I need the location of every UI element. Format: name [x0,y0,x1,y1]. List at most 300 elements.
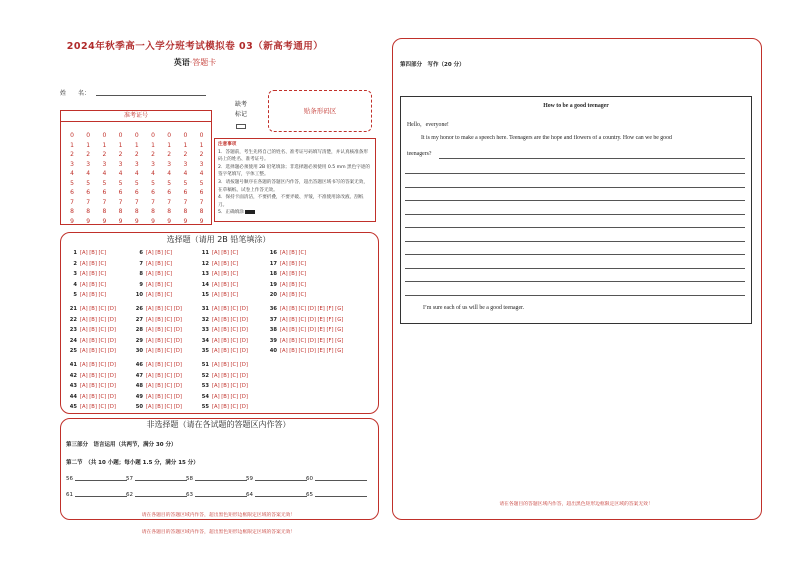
writing-line[interactable] [405,214,745,215]
question-55-options[interactable] [198,404,248,410]
question-number: 48 [135,383,143,390]
ticket-digit[interactable]: 4 [86,170,91,177]
ticket-digit-column[interactable] [178,131,192,226]
option-bubbles[interactable]: [A] [B] [C] [80,250,107,256]
option-bubbles[interactable]: [A] [B] [C] [D] [212,383,248,390]
question-number: 4 [73,281,77,288]
option-bubbles[interactable]: [A] [B] [C] [D] [212,393,248,400]
barcode-area: 贴条形码区 [268,90,372,132]
option-bubbles[interactable]: [A] [B] [C] [D] [146,337,182,344]
question-38-options[interactable] [266,327,343,333]
blank-line[interactable] [75,496,127,497]
question-43-options[interactable] [66,383,116,389]
writing-line[interactable] [405,227,745,228]
ticket-digit[interactable]: 6 [134,189,139,196]
essay-closing: I’m sure each of us will be a good teenager. [423,305,525,311]
ticket-digit[interactable]: 4 [183,170,188,177]
choice-title: 选择题（请用 2B 铅笔填涂） [166,235,271,244]
writing-line[interactable] [405,254,745,255]
option-bubbles[interactable]: [A] [B] [C] [D] [146,327,182,334]
ticket-digit[interactable]: 2 [167,151,172,158]
essay-box[interactable] [400,96,752,324]
option-bubbles[interactable]: [A] [B] [C] [D] [212,306,248,312]
blank-line[interactable] [135,480,187,481]
option-bubbles[interactable]: [A] [B] [C] [D] [146,348,182,355]
question-52-options[interactable] [198,373,248,379]
ticket-digit[interactable]: 5 [151,179,155,187]
blank-answer-57[interactable] [126,476,187,482]
card-type-label: 答题卡 [192,58,217,67]
ticket-digit[interactable]: 0 [118,132,123,139]
question-37-options[interactable] [266,317,343,323]
question-27-options[interactable] [132,317,182,323]
writing-line[interactable] [405,173,745,174]
question-48-options[interactable] [132,383,182,389]
question-36-options[interactable] [266,306,343,312]
ticket-digit[interactable]: 8 [86,208,91,215]
ticket-digit[interactable]: 6 [151,189,155,196]
ticket-digit[interactable]: 7 [102,198,107,206]
option-bubbles[interactable]: [A] [B] [C] [D] [80,372,116,379]
question-29-options[interactable] [132,338,182,344]
ticket-digit[interactable]: 6 [86,189,91,196]
name-label: 姓 名： [60,90,91,97]
option-bubbles[interactable]: [A] [B] [C] [D] [146,362,182,368]
question-42-options[interactable] [66,373,116,379]
question-number: 36 [269,306,277,312]
question-13-options[interactable] [198,271,238,277]
ticket-digit[interactable]: 7 [86,198,91,206]
question-number: 31 [201,306,209,312]
ticket-digit[interactable]: 0 [199,132,204,139]
ticket-digit[interactable]: 4 [118,170,123,177]
ticket-digit[interactable]: 0 [102,132,107,139]
ticket-digit[interactable]: 4 [199,170,204,177]
question-33-options[interactable] [198,327,248,333]
writing-line[interactable] [405,187,745,188]
question-number: 26 [135,306,143,312]
option-bubbles[interactable]: [A] [B] [C] [212,271,239,278]
option-bubbles[interactable]: [A] [B] [C] [D] [212,327,248,334]
ticket-digit[interactable]: 7 [199,198,204,206]
option-bubbles[interactable]: [A] [B] [C] [280,271,307,278]
option-bubbles[interactable]: [A] [B] [C] [D] [80,348,116,355]
blank-line[interactable] [315,480,367,481]
question-21-options[interactable] [66,306,116,312]
absent-label-line2: 标记 [234,111,247,118]
essay-greeting: Hello，everyone! [407,122,449,128]
question-4-options[interactable] [66,282,106,288]
blank-answer-63[interactable] [186,492,247,498]
ticket-digit[interactable]: 9 [86,217,91,225]
question-32-options[interactable] [198,317,248,323]
question-number: 12 [201,260,209,267]
ticket-digit[interactable]: 6 [183,189,188,196]
notice-box [214,138,376,222]
blank-answer-60[interactable] [306,476,367,482]
ticket-digit[interactable]: 0 [86,132,91,139]
ticket-digit[interactable]: 5 [134,179,139,187]
blank-line[interactable] [195,496,247,497]
question-number: 53 [201,383,209,390]
ticket-digit[interactable]: 3 [134,160,139,168]
question-10-options[interactable] [132,292,172,298]
writing-line[interactable] [405,241,745,242]
absent-label-line1: 缺考 [234,101,247,108]
option-bubbles[interactable]: [A] [B] [C] [D] [212,372,248,379]
absent-checkbox[interactable] [236,124,246,129]
question-30-options[interactable] [132,348,182,354]
question-50-options[interactable] [132,404,182,410]
ticket-digit[interactable]: 3 [199,160,204,168]
option-bubbles[interactable]: [A] [B] [C] [212,281,239,288]
ticket-digit[interactable]: 3 [86,160,91,168]
question-number: 7 [139,260,143,267]
ticket-digit[interactable]: 2 [199,151,204,158]
option-bubbles[interactable]: [A] [B] [C] [80,292,107,299]
ticket-digit[interactable]: 0 [70,132,74,139]
blank-number: 57 [126,476,133,482]
ticket-digit-column[interactable] [65,131,79,226]
writing-line[interactable] [405,295,745,296]
ticket-digit-column[interactable] [97,131,111,226]
question-16-options[interactable] [266,250,306,256]
name-field[interactable] [96,95,206,96]
option-bubbles[interactable]: [A] [B] [C] [146,271,173,278]
question-26-options[interactable] [132,306,182,312]
ticket-digit[interactable]: 5 [70,179,74,187]
notice-item: 2．选择题必须使用 2B 铅笔填涂；非选择题必须使用 0.5 mm 黑色字迹的签字笔填写，字体工整。 [218,164,370,178]
blank-answer-65[interactable] [306,492,367,498]
question-number: 5 [73,292,77,299]
question-18-options[interactable] [266,271,306,277]
blank-line[interactable] [195,480,247,481]
question-8-options[interactable] [132,271,172,277]
ticket-digit[interactable]: 8 [70,208,74,215]
ticket-digit[interactable]: 8 [102,208,107,215]
option-bubbles[interactable]: [A] [B] [C] [D] [80,404,116,411]
blank-answer-62[interactable] [126,492,187,498]
option-bubbles[interactable]: [A] [B] [C] [D] [212,316,248,323]
question-9-options[interactable] [132,282,172,288]
option-bubbles[interactable]: [A] [B] [C] [80,281,107,288]
option-bubbles[interactable]: [A] [B] [C] [D] [E] [F] [G] [280,316,344,323]
ticket-digit[interactable]: 9 [199,217,204,225]
ticket-digit[interactable]: 6 [199,189,204,196]
question-46-options[interactable] [132,362,182,368]
ticket-digit-column[interactable] [162,131,176,226]
question-number: 52 [201,372,209,379]
writing-line[interactable] [405,281,745,282]
question-number: 17 [269,260,277,267]
card-subtitle [0,57,390,68]
ticket-digit[interactable]: 9 [183,217,188,225]
question-number: 32 [201,316,209,323]
ticket-digit[interactable]: 9 [167,217,172,225]
option-bubbles[interactable]: [A] [B] [C] [D] [E] [F] [G] [280,306,344,312]
ticket-digit[interactable]: 8 [167,208,172,215]
ticket-digit[interactable]: 6 [118,189,123,196]
ticket-digit[interactable]: 7 [183,198,188,206]
ticket-digit[interactable]: 7 [167,198,172,206]
ticket-digit[interactable]: 2 [102,151,107,158]
option-bubbles[interactable]: [A] [B] [C] [212,292,239,299]
notice-item: 4．保持卡面清洁，不要折叠，不要弄破、弄皱，不准使用涂改液、刮纸刀。 [218,195,364,208]
ticket-digit[interactable]: 6 [102,189,107,196]
question-39-options[interactable] [266,338,343,344]
blank-number: 62 [126,492,133,498]
ticket-digit[interactable]: 9 [151,217,155,225]
option-bubbles[interactable]: [A] [B] [C] [280,260,307,267]
ticket-digit[interactable]: 3 [167,160,172,168]
question-number: 37 [269,316,277,323]
question-51-options[interactable] [198,362,248,368]
ticket-digit-column[interactable] [130,131,144,226]
ticket-digit[interactable]: 3 [102,160,107,168]
question-number: 49 [135,393,143,400]
question-45-options[interactable] [66,404,116,410]
question-31-options[interactable] [198,306,248,312]
ticket-digit[interactable]: 9 [102,217,107,225]
ticket-digit-column[interactable] [146,131,160,226]
question-25-options[interactable] [66,348,116,354]
question-2-options[interactable] [66,261,106,267]
ticket-digit[interactable]: 2 [70,151,74,158]
question-number: 27 [135,316,143,323]
question-number: 47 [135,372,143,379]
question-number: 55 [201,404,209,411]
option-bubbles[interactable]: [A] [B] [C] [D] [146,306,182,312]
ticket-digit[interactable]: 1 [151,141,155,149]
question-53-options[interactable] [198,383,248,389]
option-bubbles[interactable]: [A] [B] [C] [D] [146,404,182,411]
ticket-digit[interactable]: 4 [102,170,107,177]
option-bubbles[interactable]: [A] [B] [C] [D] [E] [F] [G] [280,327,344,334]
question-number: 1 [73,250,77,256]
option-bubbles[interactable]: [A] [B] [C] [146,292,173,299]
exam-title: 2024年秋季高一入学分班考试模拟卷 03（新高考通用） [66,41,324,52]
ticket-digit[interactable]: 5 [118,179,123,187]
ticket-digit[interactable]: 9 [118,217,123,225]
writing-line[interactable] [405,200,745,201]
essay-intro-line1: It is my honor to make a speech here. Teenagers are the hope and flowers of a country. How can we be good [421,135,672,141]
question-6-options[interactable] [132,250,172,256]
ticket-digit[interactable]: 7 [134,198,139,206]
question-number: 11 [201,250,209,256]
question-number: 14 [201,281,209,288]
question-22-options[interactable] [66,317,116,323]
blank-number: 64 [246,492,253,498]
question-3-options[interactable] [66,271,106,277]
question-20-options[interactable] [266,292,306,298]
question-number: 30 [135,348,143,355]
ticket-digit[interactable]: 0 [167,132,172,139]
ticket-digit[interactable]: 5 [167,179,172,187]
option-bubbles[interactable]: [A] [B] [C] [D] [80,327,116,334]
ticket-digit[interactable]: 8 [134,208,139,215]
question-12-options[interactable] [198,261,238,267]
question-28-options[interactable] [132,327,182,333]
question-34-options[interactable] [198,338,248,344]
option-bubbles[interactable]: [A] [B] [C] [D] [212,362,248,368]
essay-intro-line2: teenagers? [407,151,432,157]
ticket-digit[interactable]: 3 [70,160,74,168]
ticket-digit[interactable]: 4 [151,170,155,177]
blank-line[interactable] [255,480,307,481]
question-5-options[interactable] [66,292,106,298]
question-number: 8 [139,271,143,278]
ticket-digit[interactable]: 5 [199,179,204,187]
writing-warning: 请在各题目的答题区域内作答，超出黑色矩形边框限定区域的答案无效！ [499,502,653,507]
ticket-digit[interactable]: 9 [70,217,74,225]
option-bubbles[interactable]: [A] [B] [C] [D] [80,306,116,312]
blank-answer-59[interactable] [246,476,307,482]
option-bubbles[interactable]: [A] [B] [C] [D] [212,337,248,344]
option-bubbles[interactable]: [A] [B] [C] [280,250,307,256]
ticket-digit[interactable]: 3 [151,160,155,168]
ticket-digit[interactable]: 1 [70,141,74,149]
question-17-options[interactable] [266,261,306,267]
option-bubbles[interactable]: [A] [B] [C] [D] [146,393,182,400]
question-15-options[interactable] [198,292,238,298]
option-bubbles[interactable]: [A] [B] [C] [146,260,173,267]
ticket-digit[interactable]: 1 [134,141,139,149]
ticket-digit[interactable]: 4 [167,170,172,177]
ticket-digit-column[interactable] [114,131,128,226]
ticket-digit[interactable]: 4 [70,170,74,177]
blank-line[interactable] [75,480,127,481]
question-number: 10 [135,292,143,299]
question-number: 38 [269,327,277,334]
option-bubbles[interactable]: [A] [B] [C] [80,260,107,267]
blank-line[interactable] [255,496,307,497]
part3-heading: 第三部分 语言运用（共两节，满分 30 分） [66,442,177,448]
ticket-digit[interactable]: 1 [183,141,188,149]
question-11-options[interactable] [198,250,238,256]
option-bubbles[interactable]: [A] [B] [C] [212,250,239,256]
question-19-options[interactable] [266,282,306,288]
ticket-digit[interactable]: 5 [86,179,91,187]
ticket-digit-column[interactable] [195,131,209,226]
option-bubbles[interactable]: [A] [B] [C] [D] [212,348,248,355]
ticket-digit[interactable]: 1 [199,141,204,149]
question-35-options[interactable] [198,348,248,354]
option-bubbles[interactable]: [A] [B] [C] [D] [80,393,116,400]
question-number: 39 [269,337,277,344]
option-bubbles[interactable]: [A] [B] [C] [146,281,173,288]
question-number: 40 [269,348,277,355]
question-number: 29 [135,337,143,344]
option-bubbles[interactable]: [A] [B] [C] [146,250,173,256]
question-44-options[interactable] [66,394,116,400]
option-bubbles[interactable]: [A] [B] [C] [D] [146,383,182,390]
option-bubbles[interactable]: [A] [B] [C] [280,281,307,288]
option-bubbles[interactable]: [A] [B] [C] [D] [80,383,116,390]
ticket-digit-column[interactable] [81,131,95,226]
option-bubbles[interactable]: [A] [B] [C] [80,271,107,278]
blank-answer-64[interactable] [246,492,307,498]
question-number: 54 [201,393,209,400]
ticket-digit[interactable]: 2 [118,151,123,158]
ticket-digit[interactable]: 0 [183,132,188,139]
ticket-digit[interactable]: 1 [86,141,91,149]
ticket-digit[interactable]: 1 [167,141,172,149]
option-bubbles[interactable]: [A] [B] [C] [D] [146,372,182,379]
option-bubbles[interactable]: [A] [B] [C] [D] [80,316,116,323]
option-bubbles[interactable]: [A] [B] [C] [D] [E] [F] [G] [280,337,344,344]
option-bubbles[interactable]: [A] [B] [C] [D] [212,404,248,411]
notice-heading: 注意事项 [218,142,237,147]
question-54-options[interactable] [198,394,248,400]
question-41-options[interactable] [66,362,116,368]
question-40-options[interactable] [266,348,343,354]
ticket-digit[interactable]: 7 [70,198,74,206]
question-1-options[interactable] [66,250,106,256]
filled-sample-icon [245,210,255,214]
blank-answer-56[interactable] [66,476,127,482]
ticket-digit[interactable]: 2 [86,151,91,158]
ticket-digit[interactable]: 8 [183,208,188,215]
option-bubbles[interactable]: [A] [B] [C] [212,260,239,267]
ticket-digit[interactable]: 7 [118,198,123,206]
question-number: 46 [135,362,143,368]
writing-line[interactable] [405,268,745,269]
ticket-digit[interactable]: 3 [183,160,188,168]
option-bubbles[interactable]: [A] [B] [C] [D] [146,316,182,323]
blank-answer-58[interactable] [186,476,247,482]
ticket-digit[interactable]: 8 [151,208,155,215]
ticket-digit[interactable]: 2 [151,151,155,158]
ticket-digit[interactable]: 8 [118,208,123,215]
question-49-options[interactable] [132,394,182,400]
option-bubbles[interactable]: [A] [B] [C] [280,292,307,299]
ticket-digit[interactable]: 5 [183,179,188,187]
option-bubbles[interactable]: [A] [B] [C] [D] [80,362,116,368]
option-bubbles[interactable]: [A] [B] [C] [D] [80,337,116,344]
option-bubbles[interactable]: [A] [B] [C] [D] [E] [F] [G] [280,348,344,355]
ticket-digit[interactable]: 0 [134,132,139,139]
ticket-digit[interactable]: 2 [134,151,139,158]
question-number: 23 [69,327,77,334]
ticket-digit[interactable]: 9 [134,217,139,225]
ticket-digit[interactable]: 1 [118,141,123,149]
ticket-digit[interactable]: 7 [151,198,155,206]
ticket-digit[interactable]: 3 [118,160,123,168]
blank-answer-61[interactable] [66,492,127,498]
writing-line[interactable] [439,158,745,159]
ticket-digit[interactable]: 4 [134,170,139,177]
ticket-digit[interactable]: 5 [102,179,107,187]
ticket-digit[interactable]: 6 [167,189,172,196]
question-7-options[interactable] [132,261,172,267]
ticket-digit[interactable]: 1 [102,141,107,149]
question-23-options[interactable] [66,327,116,333]
ticket-digit[interactable]: 6 [70,189,74,196]
question-24-options[interactable] [66,338,116,344]
ticket-number-grid[interactable] [60,110,212,225]
question-number: 22 [69,316,77,323]
question-14-options[interactable] [198,282,238,288]
question-number: 42 [69,372,77,379]
nonchoice-section [60,418,379,520]
ticket-digit[interactable]: 2 [183,151,188,158]
question-47-options[interactable] [132,373,182,379]
blank-line[interactable] [135,496,187,497]
blank-line[interactable] [315,496,367,497]
ticket-digit[interactable]: 0 [151,132,155,139]
question-number: 25 [69,348,77,355]
ticket-digit[interactable]: 8 [199,208,204,215]
